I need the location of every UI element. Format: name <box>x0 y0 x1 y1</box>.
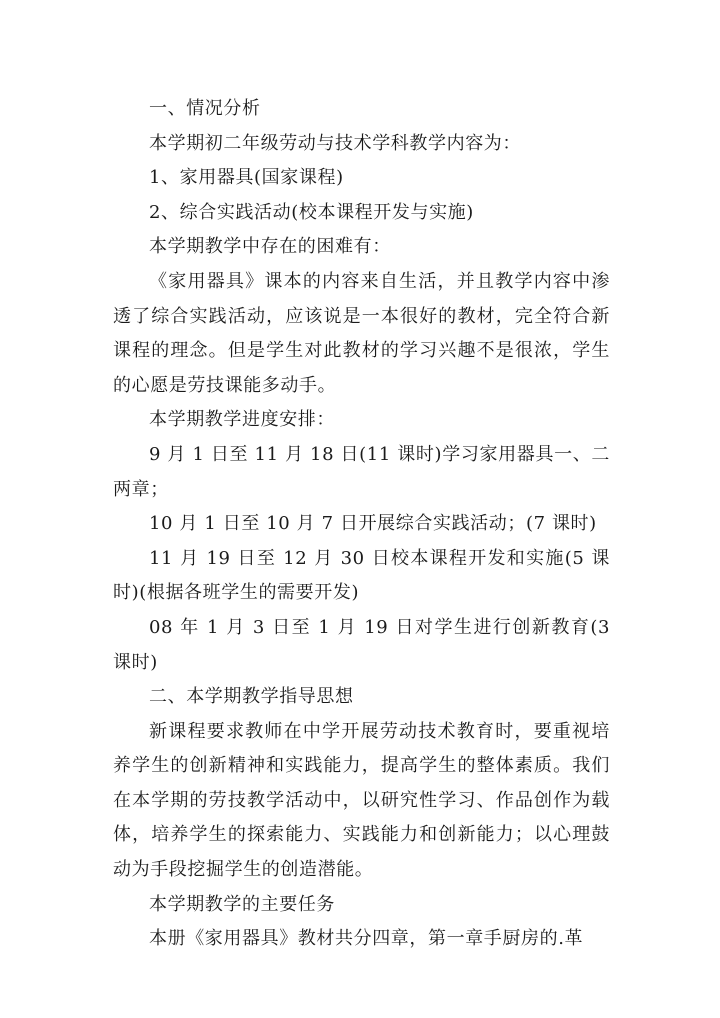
schedule-item-4: 08 年 1 月 3 日至 1 月 19 日对学生进行创新教育(3 课时) <box>113 616 610 673</box>
paragraph-schedule-intro: 本学期教学进度安排： <box>149 409 335 431</box>
paragraph-course-content-intro: 本学期初二年级劳动与技术学科教学内容为： <box>149 132 521 154</box>
paragraph-textbook-description: 《家用器具》课本的内容来自生活，并且教学内容中渗透了综合实践活动，应该说是一本很好的教材，完全符合新课程的理念。但是学生对此教材的学习兴趣不是很浓，学生的心愿是劳技课能多动手。 <box>113 270 610 396</box>
paragraph-main-tasks: 本册《家用器具》教材共分四章，第一章手厨房的.革 <box>149 928 584 950</box>
schedule-item-3: 11 月 19 日至 12 月 30 日校本课程开发和实施(5 课时)(根据各班学生的需要开发) <box>113 547 610 604</box>
paragraph-difficulties-intro: 本学期教学中存在的困难有： <box>149 236 391 258</box>
schedule-item-1: 9 月 1 日至 11 月 18 日(11 课时)学习家用器具一、二两章； <box>113 443 610 500</box>
document-page <box>113 92 610 957</box>
schedule-item-2: 10 月 1 日至 10 月 7 日开展综合实践活动；(7 课时) <box>149 513 597 535</box>
section-heading-situation-analysis: 一、情况分析 <box>149 98 261 119</box>
section-heading-guiding-ideology: 二、本学期教学指导思想 <box>149 686 354 708</box>
section-heading-main-tasks: 本学期教学的主要任务 <box>149 893 335 915</box>
list-item-household-appliances: 1、家用器具(国家课程) <box>149 167 344 189</box>
paragraph-guiding-ideology: 新课程要求教师在中学开展劳动技术教育时，要重视培养学生的创新精神和实践能力，提高学生的整体素质。我们在本学期的劳技教学活动中，以研究性学习、作品创作为载体，培养学生的探索能力、实践能力和创新能力；以心理鼓动为手段挖掘学生的创造潜能。 <box>113 720 610 881</box>
list-item-practice-activities: 2、综合实践活动(校本课程开发与实施) <box>149 201 474 223</box>
